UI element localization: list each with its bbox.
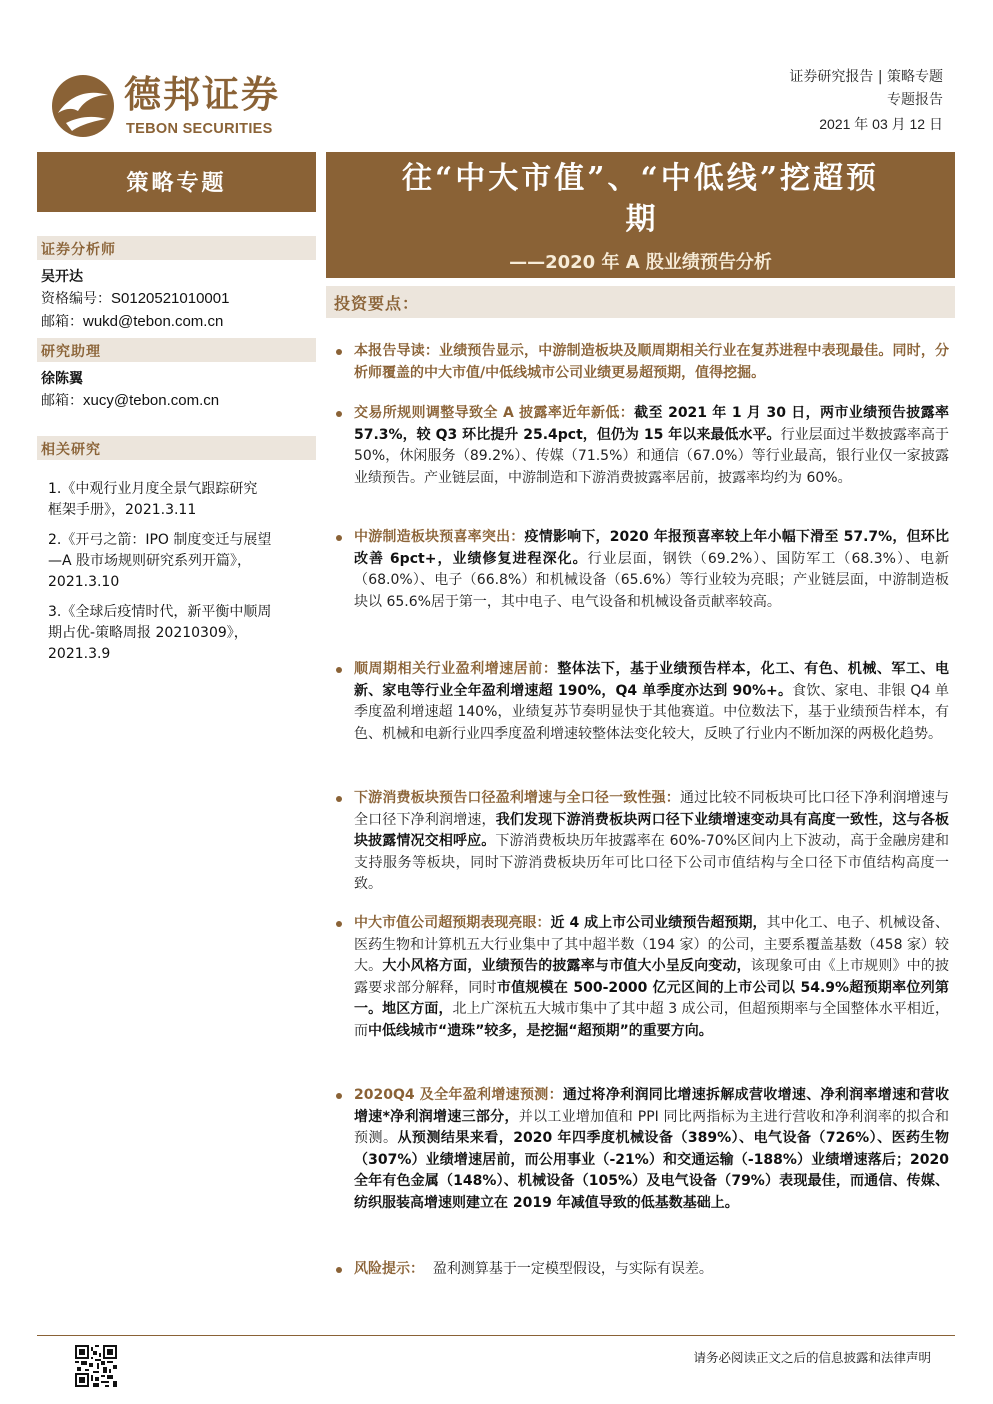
bullet-bold-text: 疫情影响下，2020 年报预喜率较上年小幅下滑至 57.7%，但环比改善 6pct+，业绩修复进程深化。	[354, 529, 950, 567]
related-item-3-line2: 期占优-策略周报 20210309》，	[48, 625, 248, 641]
bullet-bold-text: 我们发现下游消费板块两口径下业绩增速变动具有高度一致性，这与各板块披露情况交相呼应。	[354, 811, 950, 849]
bullet-heading: 2020Q4 及全年盈利增速预测：	[354, 1087, 563, 1103]
analyst-email-label: 邮箱：	[41, 314, 83, 330]
related-item-2-line1: 2.《开弓之箭：IPO 制度变迁与展望	[48, 532, 272, 548]
bullet-heading: 风险提示：	[354, 1261, 424, 1277]
bullet-disclosure-rate	[336, 403, 949, 489]
report-date: 2021 年 03 月 12 日	[819, 116, 943, 132]
bullet-cyclical-earnings	[336, 659, 949, 745]
investment-highlights-bar	[326, 286, 955, 318]
assistant-email	[41, 391, 219, 411]
assistant-section-title: 研究助理	[41, 344, 101, 360]
bullet-large-mid-cap	[336, 913, 949, 1042]
bullet-risk-warning	[336, 1259, 949, 1281]
related-item-3[interactable]	[48, 602, 310, 665]
analyst-cert-label: 资格编号：	[41, 291, 111, 307]
bullet-earnings-forecast	[336, 1085, 949, 1214]
report-type: 专题报告	[887, 92, 943, 108]
investment-highlights-label: 投资要点：	[334, 294, 420, 313]
bullet-midstream-manufacturing	[336, 527, 949, 613]
analyst-email	[41, 312, 223, 332]
related-item-1[interactable]	[48, 479, 310, 521]
bullet-text: 行业层面，钢铁（69.2%）、国防军工（68.3%）、电新（68.0%）、电子（66.8%）和机械设备（65.6%）等行业较为亮眼；产业链层面，中游制造板块以 65.6%居于第一，其中电子、电气设备和机械设备贡献率较高。	[354, 550, 950, 610]
assistant-email-link[interactable]: xucy@tebon.com.cn	[83, 392, 220, 409]
related-research-bar	[37, 436, 316, 460]
bullet-report-guide	[336, 341, 949, 384]
left-banner	[37, 152, 316, 212]
bullet-bold-text: 市值规模在 500-2000 亿元区间的上市公司以 54.9%超预期率位列第一。地区方面，	[354, 979, 949, 1017]
title-banner	[326, 152, 955, 278]
analyst-section-title: 证券分析师	[41, 242, 116, 258]
bullet-bold-text: 近 4 成上市公司业绩预告超预期，	[550, 915, 767, 931]
report-subtitle: ——2020 年 A 股业绩预告分析	[509, 252, 772, 273]
report-category: 证券研究报告 | 策略专题	[789, 69, 943, 85]
footer-disclaimer: 请务必阅读正文之后的信息披露和法律声明	[693, 1350, 931, 1365]
analyst-email-link[interactable]: wukd@tebon.com.cn	[83, 313, 224, 330]
bullet-dot-icon	[336, 921, 342, 927]
bullet-text: 食饮、家电、非银 Q4 单季度盈利增速超 140%，业绩复苏节奏明显快于其他赛道。中位数法下，基于业绩预告样本，有色、机械和电新行业四季度盈利增速较整体法变化较大，反映了行业内不断加深的两极化趋势。	[354, 682, 950, 742]
bullet-heading: 中大市值公司超预期表现亮眼：	[354, 915, 551, 931]
analyst-cert-number: S0120521010001	[111, 290, 230, 307]
bullet-dot-icon	[336, 411, 342, 417]
related-item-3-line3: 2021.3.9	[48, 646, 111, 662]
bullet-dot-icon	[336, 349, 342, 355]
bullet-dot-icon	[336, 796, 342, 802]
related-item-2[interactable]	[48, 530, 310, 593]
bullet-text: 并以工业增加值和 PPI 同比两指标为主进行营收和净利润率的拟合和预测。	[354, 1108, 949, 1146]
bullet-downstream-consumption	[336, 788, 949, 896]
left-banner-title: 策略专题	[126, 170, 227, 196]
tebon-bird-logo-icon	[50, 73, 116, 139]
bullet-bold-text: 大小风格方面，业绩预告的披露率与市值大小呈反向变动，	[382, 958, 751, 974]
bullet-text: 下游消费板块历年披露率在 60%-70%区间内上下波动，高于金融房建和支持服务等板块，同时下游消费板块历年可比口径下公司市值结构与全口径下市值结构高度一致。	[354, 833, 949, 892]
related-item-3-line1: 3.《全球后疫情时代，新平衡中顺周	[48, 604, 272, 620]
bullet-text: 盈利测算基于一定模型假设，与实际有误差。	[432, 1261, 713, 1277]
assistant-section-bar	[37, 338, 316, 362]
bullet-heading: 中游制造板块预喜率突出：	[354, 529, 525, 545]
bullet-bold-text: 通过将净利润同比增速拆解成营收增速、净利润率增速和营收增速*净利润增速三部分，	[354, 1087, 949, 1125]
related-item-1-line2: 框架手册》，2021.3.11	[48, 502, 197, 518]
bullet-text: 其中化工、电子、机械设备、医药生物和计算机五大行业集中了其中超半数（194 家）的公司，主要系覆盖基数（458 家）较大。	[354, 915, 949, 974]
brand-name-cn: 德邦证券	[124, 72, 280, 116]
assistant-name: 徐陈翼	[41, 371, 83, 387]
related-item-2-line2: —A 股市场规则研究系列开篇》，	[48, 553, 252, 569]
bullet-heading: 顺周期相关行业盈利增速居前：	[354, 661, 558, 677]
bullet-text: 北上广深杭五大城市集中了其中超 3 成公司，但超预期率与全国整体水平相近，而	[354, 1001, 949, 1039]
related-item-1-line1: 1.《中观行业月度全景气跟踪研究	[48, 481, 258, 497]
brand-name-en: TEBON SECURITIES	[126, 121, 273, 137]
assistant-email-label: 邮箱：	[41, 393, 83, 409]
report-title-line1: 往“中大市值”、“中低线”挖超预	[401, 161, 880, 196]
bullet-text: 通过比较不同板块可比口径下净利润增速与全口径下净利润增速，	[354, 790, 950, 828]
bullet-heading: 下游消费板块预告口径盈利增速与全口径一致性强：	[354, 790, 680, 806]
bullet-text: 该现象可由《上市规则》中的披露要求部分解释，同时	[354, 958, 949, 996]
qr-code-icon	[75, 1345, 117, 1387]
footer-divider	[37, 1335, 955, 1336]
bullet-text: 行业层面过半数披露率高于 50%，休闲服务（89.2%）、传媒（71.5%）和通信（67.0%）等行业最高，银行业仅一家披露业绩预告。产业链层面，中游制造和下游消费披露率居前，披露率均约为 60%。	[354, 426, 949, 486]
related-item-2-line3: 2021.3.10	[48, 574, 120, 590]
analyst-cert	[41, 289, 229, 309]
bullet-dot-icon	[336, 1093, 342, 1099]
bullet-bold-text: 从预测结果来看，2020 年四季度机械设备（389%）、电气设备（726%）、医药生物（307%）业绩增速居前，而公用事业（-21%）和交通运输（-188%）业绩增速落后；2020 全年有色金属（148%）、机械设备（105%）及电气设备（79%）表现最佳，而通信、传媒、纺织服装高增速则建立在 2019 年减值导致的低基数基础上。	[354, 1130, 950, 1211]
analyst-name: 吴开达	[41, 269, 83, 285]
analyst-section-bar	[37, 236, 316, 260]
bullet-bold-text: 截至 2021 年 1 月 30 日，两市业绩预告披露率 57.3%，较 Q3 环比提升 25.4pct，但仍为 15 年以来最低水平。	[354, 405, 949, 443]
related-research-title: 相关研究	[41, 442, 101, 458]
bullet-dot-icon	[336, 667, 342, 673]
bullet-bold-text: 整体法下，基于业绩预告样本，化工、有色、机械、军工、电新、家电等行业全年盈利增速超 190%，Q4 单季度亦达到 90%+。	[354, 661, 950, 699]
report-title-line2: 期	[625, 202, 656, 237]
bullet-dot-icon	[336, 1267, 342, 1273]
bullet-dot-icon	[336, 535, 342, 541]
bullet-heading: 本报告导读：业绩预告显示，中游制造板块及顺周期相关行业在复苏进程中表现最佳。同时，分析师覆盖的中大市值/中低线城市公司业绩更易超预期，值得挖掘。	[354, 343, 949, 381]
bullet-heading: 交易所规则调整导致全 A 披露率近年新低：	[354, 405, 635, 421]
bullet-bold-text: 中低线城市“遗珠”较多，是挖掘“超预期”的重要方向。	[368, 1022, 713, 1039]
